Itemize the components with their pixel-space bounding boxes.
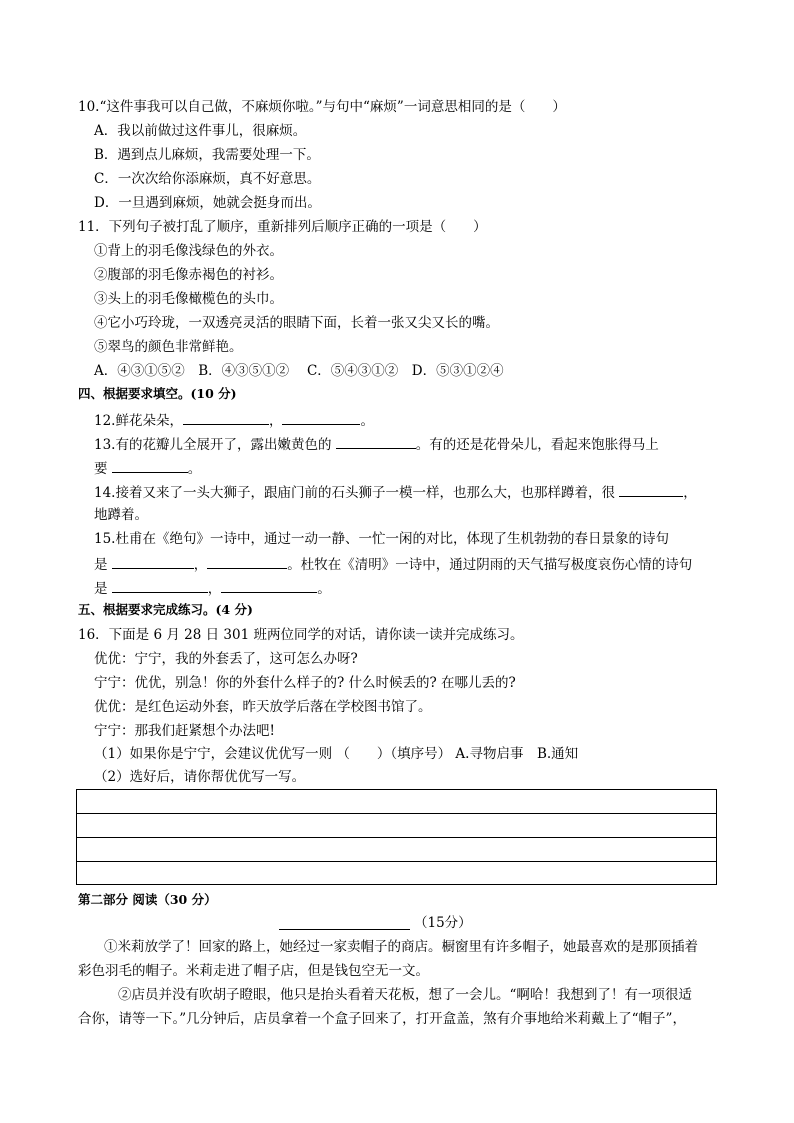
q10-option-c: C．一次次给你添麻烦，真不好意思。: [94, 171, 321, 187]
q12-end: 。: [360, 413, 374, 429]
dialogue-line-3: 优优：是红色运动外套，昨天放学后落在学校图书馆了。: [94, 699, 432, 715]
q15-text-d: 是: [94, 581, 112, 597]
q13-text-b: 。有的还是花骨朵儿，看起来饱胀得马上: [415, 437, 659, 453]
q13-blank-2[interactable]: [112, 458, 188, 473]
q12-line: [94, 410, 374, 430]
q12-prefix: 12.鲜花朵朵，: [94, 413, 183, 429]
q10-option-d: D．一旦遇到麻烦，她就会挺身而出。: [94, 195, 321, 211]
section-4-title: 四、根据要求填空。(10 分): [78, 386, 237, 401]
q12-separator: ，: [268, 413, 283, 429]
q14-blank[interactable]: [619, 482, 683, 497]
q15-line-3: [94, 578, 331, 598]
q10-option-a: A．我以前做过这件事儿，很麻烦。: [94, 123, 307, 139]
q15-line-1: 15.杜甫在《绝句》一诗中，通过一动一静、一忙一闲的对比，体现了生机勃勃的春日景象的诗句: [94, 531, 669, 547]
q16-sub-2: （2）选好后，请你帮优优写一写。: [94, 769, 306, 785]
q15-text-e: ，: [207, 581, 222, 597]
q11-sentence-5: ⑤翠鸟的颜色非常鲜艳。: [94, 339, 243, 355]
part-2-title: 第二部分 阅读（30 分）: [78, 892, 217, 907]
passage-score: （15分）: [414, 915, 472, 931]
q11-sentence-2: ②腹部的羽毛像赤褐色的衬衫。: [94, 267, 283, 283]
q11-sentence-1: ①背上的羽毛像浅绿色的外衣。: [94, 243, 283, 259]
paragraph-1-line-2: 彩色羽毛的帽子。米莉走进了帽子店，但是钱包空无一文。: [78, 963, 429, 979]
q16-stem: 16．下面是 6 月 28 日 301 班两位同学的对话，请你读一读并完成练习。: [78, 627, 524, 643]
q15-text-b: ，: [193, 557, 208, 573]
q11-sentence-4: ④它小巧玲珑，一双透亮灵活的眼睛下面，长着一张又尖又长的嘴。: [94, 315, 499, 331]
q14-line-1: [94, 482, 697, 502]
paragraph-2-line-2: 合你，请等一下。”几分钟后，店员拿着一个盒子回来了，打开盒盖，煞有介事地给米莉戴上了“帽子”，: [78, 1011, 686, 1027]
q15-blank-4[interactable]: [221, 578, 317, 593]
q11-sentence-3: ③头上的羽毛像橄榄色的头巾。: [94, 291, 283, 307]
q14-text-b: ，: [683, 485, 697, 501]
q14-text-a: 14.接着又来了一头大狮子，跟庙门前的石头狮子一模一样，也那么大，也那样蹲着，很: [94, 485, 620, 501]
q13-line-2: [94, 458, 201, 478]
q15-blank-3[interactable]: [112, 578, 208, 593]
q15-text-a: 是: [94, 557, 112, 573]
q10-option-b: B．遇到点儿麻烦，我需要处理一下。: [94, 147, 320, 163]
q13-text-c: 要: [94, 461, 112, 477]
dialogue-line-2: 宁宁：优优，别急！你的外套什么样子的? 什么时候丢的? 在哪儿丢的?: [94, 675, 516, 691]
dialogue-line-4: 宁宁：那我们赶紧想个办法吧!: [94, 723, 275, 739]
q13-text-d: 。: [187, 461, 202, 477]
writing-row-divider: [77, 861, 716, 862]
q15-blank-2[interactable]: [207, 554, 287, 569]
q10-stem: 10.“这件事我可以自己做，不麻烦你啦。”与句中“麻烦”一词意思相同的是（ ）: [78, 99, 566, 115]
q16-sub-1: （1）如果你是宁宁，会建议优优写一则 （ ）（填序号） A.寻物启事 B.通知: [94, 746, 579, 762]
q12-blank-1[interactable]: [183, 410, 269, 425]
q15-line-2: [94, 554, 692, 574]
paragraph-1-line-1: ①米莉放学了！回家的路上，她经过一家卖帽子的商店。橱窗里有许多帽子，她最喜欢的是那顶插着: [104, 939, 698, 955]
dialogue-line-1: 优优：宁宁，我的外套丢了，这可怎么办呀?: [94, 651, 358, 667]
q13-blank-1[interactable]: [336, 434, 416, 449]
passage-title-blank[interactable]: [279, 929, 410, 930]
writing-box[interactable]: [76, 789, 717, 885]
q15-text-c: 。杜牧在《清明》一诗中，通过阴雨的天气描写极度哀伤心情的诗句: [287, 557, 693, 573]
paragraph-2-line-1: ②店员并没有吹胡子瞪眼，他只是抬头看着天花板，想了一会儿。“啊哈！我想到了！有一项很适: [118, 987, 692, 1003]
q15-text-f: 。: [317, 581, 331, 597]
q12-blank-2[interactable]: [282, 410, 360, 425]
q14-line-2: 地蹲着。: [94, 507, 148, 523]
q13-text-a: 13.有的花瓣儿全展开了，露出嫩黄色的: [94, 437, 336, 453]
q15-blank-1[interactable]: [112, 554, 194, 569]
q11-stem: 11．下列句子被打乱了顺序，重新排列后顺序正确的一项是（ ）: [78, 219, 487, 235]
q11-options: A．④③①⑤② B．④③⑤①② C．⑤④③①② D．⑤③①②④: [94, 363, 504, 379]
section-5-title: 五、根据要求完成练习。(4 分): [78, 602, 253, 617]
writing-row-divider: [77, 837, 716, 838]
q13-line-1: [94, 434, 659, 454]
writing-row-divider: [77, 813, 716, 814]
